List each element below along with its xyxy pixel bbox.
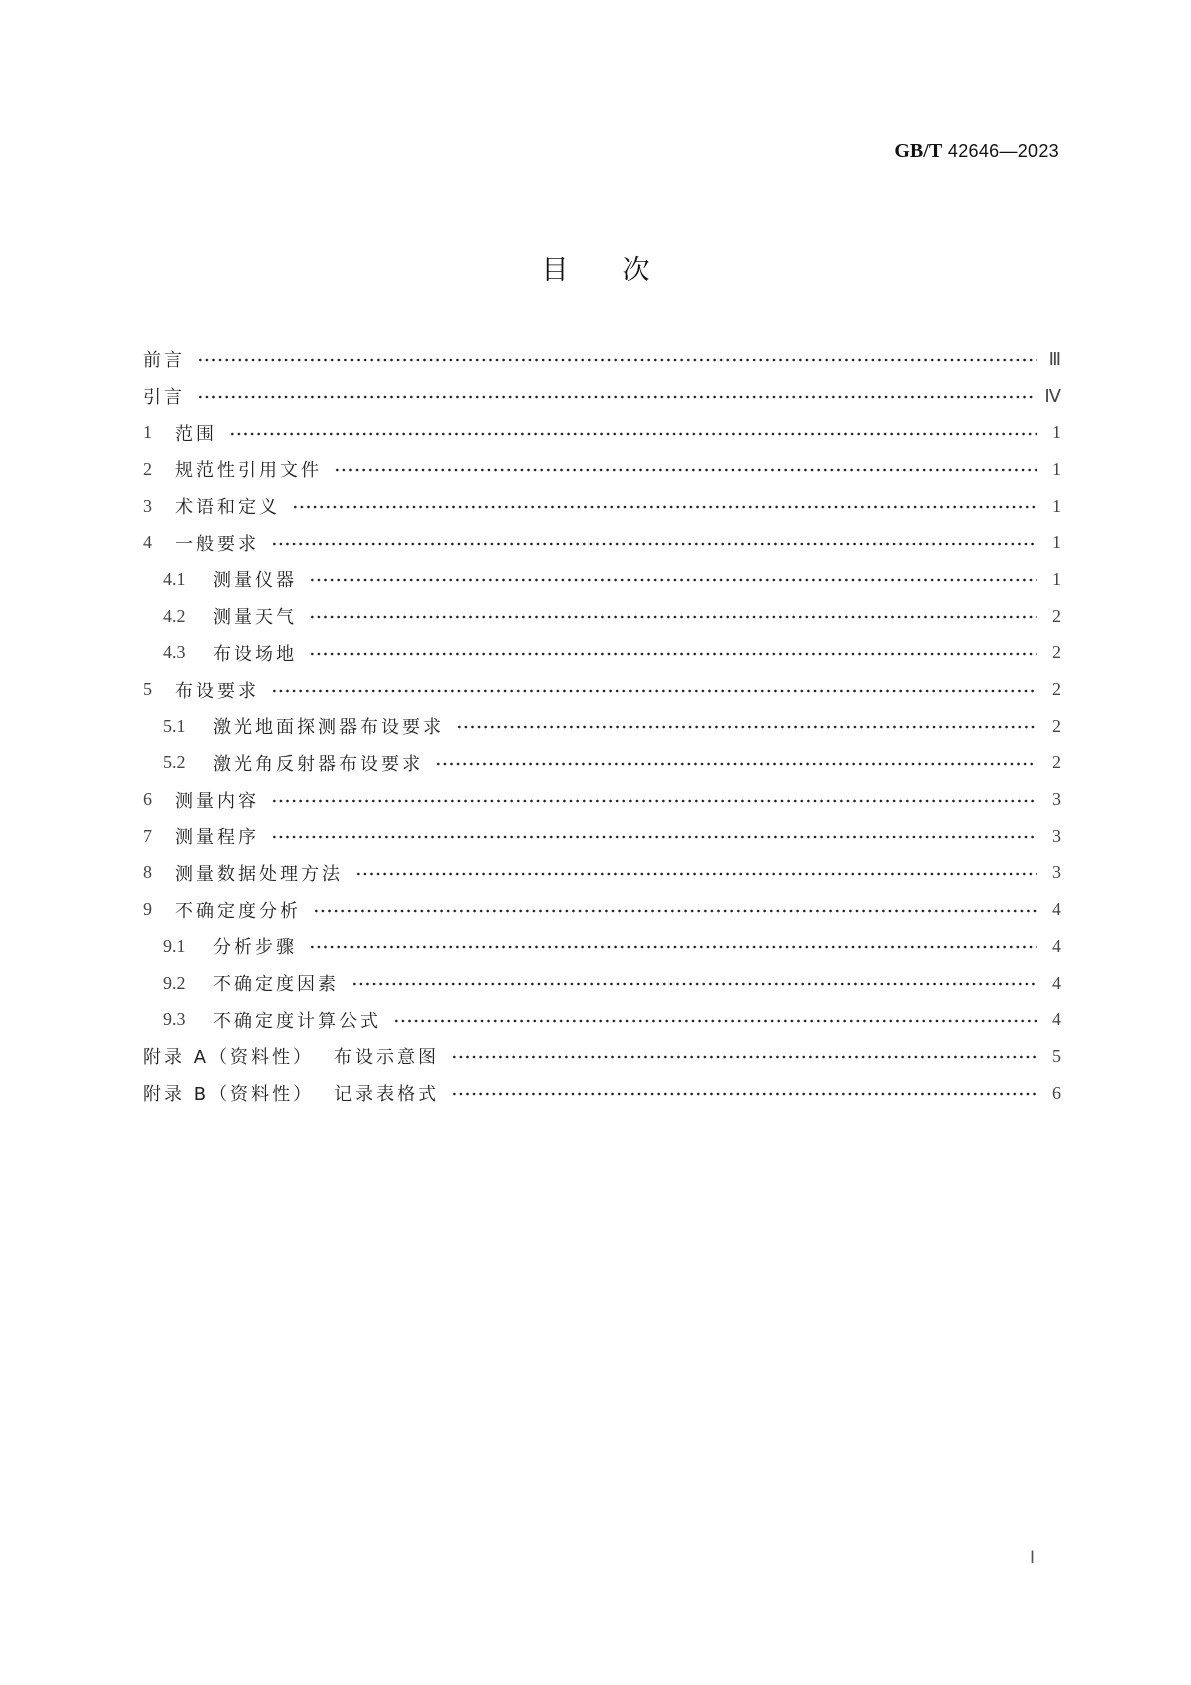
toc-entry-text: 激光地面探测器布设要求 bbox=[213, 717, 444, 739]
dot-leader bbox=[309, 615, 1037, 619]
toc-entry-text: 一般要求 bbox=[175, 533, 259, 555]
toc-entry[interactable] bbox=[143, 488, 1061, 525]
toc-entry[interactable] bbox=[143, 781, 1061, 818]
toc-entry-text: 测量仪器 bbox=[213, 570, 297, 592]
toc-appendix-prefix: 附录 A（资料性） bbox=[143, 1047, 315, 1069]
toc-entry-text: 激光角反射器布设要求 bbox=[213, 753, 423, 775]
toc-entry-label bbox=[143, 677, 259, 703]
toc-entry-page: 2 bbox=[1052, 752, 1061, 773]
toc-entry-text: 不确定度计算公式 bbox=[213, 1010, 381, 1032]
toc-entry-text: 测量天气 bbox=[213, 607, 297, 629]
toc-entry-text: 不确定度分析 bbox=[175, 900, 301, 922]
toc-entry-text: 布设示意图 bbox=[334, 1047, 440, 1069]
dot-leader bbox=[456, 725, 1037, 729]
toc-entry[interactable] bbox=[143, 341, 1061, 378]
toc-entry-text: 测量程序 bbox=[175, 827, 259, 849]
dot-leader bbox=[451, 1092, 1037, 1096]
toc-entry[interactable] bbox=[143, 708, 1061, 745]
toc-entry[interactable] bbox=[143, 414, 1061, 451]
toc-entry-label bbox=[143, 603, 297, 629]
standard-prefix: GB/T bbox=[894, 140, 943, 162]
toc-entry-text: 范围 bbox=[175, 423, 217, 445]
toc-entry-label bbox=[143, 1043, 439, 1069]
toc-entry[interactable] bbox=[143, 928, 1061, 965]
toc-entry[interactable] bbox=[143, 524, 1061, 561]
toc-entry-number: 9.1 bbox=[163, 935, 186, 956]
toc-entry[interactable] bbox=[143, 671, 1061, 708]
toc-entry-page: 2 bbox=[1052, 679, 1061, 700]
toc-entry-page: 1 bbox=[1052, 568, 1061, 589]
toc-entry-label bbox=[143, 456, 322, 482]
toc-entry-label bbox=[143, 383, 185, 409]
dot-leader bbox=[197, 395, 1034, 399]
toc-entry-text: 前言 bbox=[143, 350, 185, 372]
toc-entry-number: 8 bbox=[143, 862, 152, 883]
toc-entry-label bbox=[143, 420, 217, 446]
toc-entry-page: Ⅳ bbox=[1044, 385, 1061, 406]
dot-leader bbox=[351, 982, 1037, 986]
toc-entry-text: 布设要求 bbox=[175, 680, 259, 702]
toc-entry-page: 1 bbox=[1052, 422, 1061, 443]
toc-entry-page: 4 bbox=[1052, 935, 1061, 956]
toc-entry-number: 4.1 bbox=[163, 568, 186, 589]
toc-entry-number: 9.2 bbox=[163, 972, 186, 993]
toc-entry-text: 引言 bbox=[143, 387, 185, 409]
toc-entry-text: 测量数据处理方法 bbox=[175, 863, 343, 885]
table-of-contents bbox=[143, 341, 1061, 1111]
toc-entry-label bbox=[143, 346, 185, 372]
toc-entry-label bbox=[143, 640, 297, 666]
toc-entry-page: 4 bbox=[1052, 972, 1061, 993]
toc-entry[interactable] bbox=[143, 1075, 1061, 1112]
toc-entry[interactable] bbox=[143, 598, 1061, 635]
toc-entry-page: 1 bbox=[1052, 495, 1061, 516]
dot-leader bbox=[309, 652, 1037, 656]
toc-entry-text: 术语和定义 bbox=[175, 497, 280, 519]
toc-entry-number: 7 bbox=[143, 825, 152, 846]
toc-entry-label bbox=[143, 860, 343, 886]
toc-entry[interactable] bbox=[143, 378, 1061, 415]
dot-leader bbox=[271, 689, 1037, 693]
toc-entry-text: 分析步骤 bbox=[213, 937, 297, 959]
toc-entry-label bbox=[143, 493, 280, 519]
toc-entry[interactable] bbox=[143, 1001, 1061, 1038]
toc-entry-number: 9.3 bbox=[163, 1009, 186, 1030]
toc-entry[interactable] bbox=[143, 635, 1061, 672]
dot-leader bbox=[271, 799, 1037, 803]
toc-entry-label bbox=[143, 897, 301, 923]
toc-entry[interactable] bbox=[143, 745, 1061, 782]
toc-entry-number: 5.2 bbox=[163, 752, 186, 773]
toc-entry-text: 不确定度因素 bbox=[213, 974, 339, 996]
toc-entry-number: 4 bbox=[143, 532, 152, 553]
toc-entry-page: 5 bbox=[1052, 1045, 1061, 1066]
dot-leader bbox=[229, 432, 1037, 436]
toc-entry-number: 5 bbox=[143, 679, 152, 700]
toc-entry-number: 9 bbox=[143, 899, 152, 920]
dot-leader bbox=[355, 872, 1037, 876]
toc-entry-number: 5.1 bbox=[163, 715, 186, 736]
toc-entry[interactable] bbox=[143, 891, 1061, 928]
toc-entry-page: 3 bbox=[1052, 789, 1061, 810]
toc-entry-page: 2 bbox=[1052, 642, 1061, 663]
toc-entry-text: 测量内容 bbox=[175, 790, 259, 812]
toc-entry[interactable] bbox=[143, 855, 1061, 892]
toc-entry-label bbox=[143, 1080, 439, 1106]
dot-leader bbox=[435, 762, 1037, 766]
toc-entry-label bbox=[143, 970, 339, 996]
toc-entry[interactable] bbox=[143, 1038, 1061, 1075]
toc-entry-page: 3 bbox=[1052, 862, 1061, 883]
toc-entry-page: 1 bbox=[1052, 458, 1061, 479]
toc-entry-label bbox=[143, 1007, 381, 1033]
toc-entry-page: 2 bbox=[1052, 715, 1061, 736]
dot-leader bbox=[197, 358, 1037, 362]
page-number: Ⅰ bbox=[1030, 1548, 1036, 1567]
toc-entry-label bbox=[143, 530, 259, 556]
toc-appendix-prefix: 附录 B（资料性） bbox=[143, 1084, 315, 1106]
toc-entry-number: 4.2 bbox=[163, 605, 186, 626]
dot-leader bbox=[271, 542, 1037, 546]
dot-leader bbox=[309, 578, 1037, 582]
toc-entry-number: 6 bbox=[143, 789, 152, 810]
toc-entry-text: 布设场地 bbox=[213, 643, 297, 665]
toc-entry-label bbox=[143, 787, 259, 813]
toc-entry-page: 4 bbox=[1052, 899, 1061, 920]
toc-entry-number: 3 bbox=[143, 495, 152, 516]
toc-entry-page: Ⅲ bbox=[1048, 348, 1061, 369]
toc-entry-label bbox=[143, 566, 297, 592]
toc-entry-text: 记录表格式 bbox=[334, 1084, 440, 1106]
toc-entry-page: 3 bbox=[1052, 825, 1061, 846]
toc-entry-page: 4 bbox=[1052, 1009, 1061, 1030]
dot-leader bbox=[271, 835, 1037, 839]
dot-leader bbox=[451, 1055, 1037, 1059]
toc-entry-text: 规范性引用文件 bbox=[175, 460, 322, 482]
toc-entry-label bbox=[143, 933, 297, 959]
toc-entry-number: 2 bbox=[143, 458, 152, 479]
dot-leader bbox=[309, 945, 1037, 949]
dot-leader bbox=[313, 909, 1037, 913]
toc-entry-page: 1 bbox=[1052, 532, 1061, 553]
dot-leader bbox=[334, 468, 1037, 472]
toc-entry-label bbox=[143, 713, 444, 739]
page-title: 目次 bbox=[541, 255, 704, 286]
toc-entry[interactable] bbox=[143, 818, 1061, 855]
toc-entry-page: 6 bbox=[1052, 1082, 1061, 1103]
toc-entry-number: 1 bbox=[143, 422, 152, 443]
dot-leader bbox=[292, 505, 1037, 509]
toc-entry[interactable] bbox=[143, 965, 1061, 1002]
toc-entry-number: 4.3 bbox=[163, 642, 186, 663]
standard-identifier bbox=[894, 140, 1059, 163]
toc-entry-label bbox=[143, 750, 423, 776]
toc-entry-label bbox=[143, 823, 259, 849]
toc-entry[interactable] bbox=[143, 451, 1061, 488]
dot-leader bbox=[393, 1019, 1037, 1023]
toc-entry[interactable] bbox=[143, 561, 1061, 598]
toc-entry-page: 2 bbox=[1052, 605, 1061, 626]
standard-number: 42646—2023 bbox=[947, 141, 1059, 161]
